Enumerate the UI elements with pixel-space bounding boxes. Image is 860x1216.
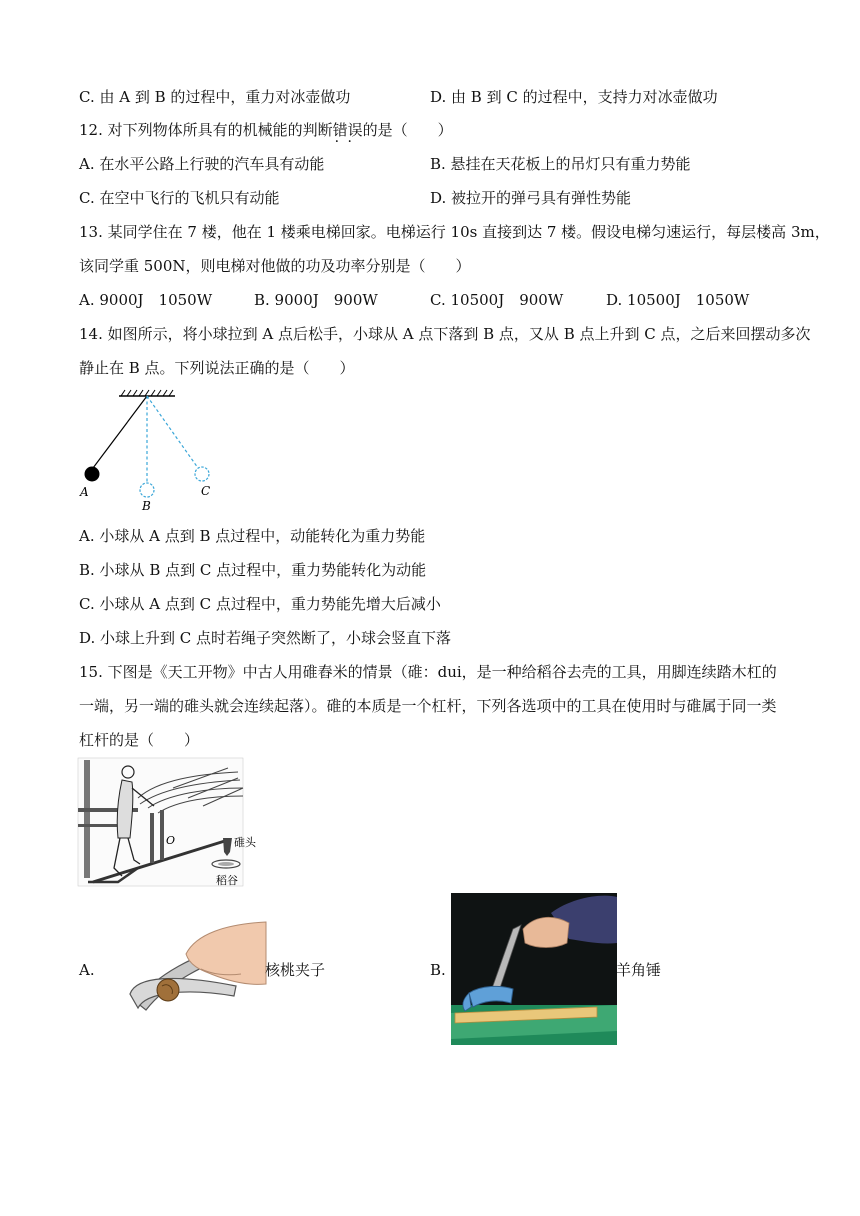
q12-stem-prefix: 12. 对下列物体所具有的机械能的判断 (79, 121, 333, 139)
q15-option-b-caption: 羊角锤 (616, 961, 662, 979)
label-grain: 稻谷 (216, 874, 238, 887)
q12-option-c: C. 在空中飞行的飞机只有动能 (79, 189, 280, 207)
q15-stem-line3: 杠杆的是（ ） (79, 731, 200, 749)
label-o: O (166, 834, 176, 847)
pendulum-string-c (147, 396, 198, 468)
ball-at-a (85, 467, 100, 482)
q11-option-c: C. 由 A 到 B 的过程中，重力对冰壶做功 (79, 88, 351, 106)
tiangong-kaiwu-illustration (78, 758, 258, 888)
q14-option-b: B. 小球从 B 点到 C 点过程中，重力势能转化为动能 (79, 561, 427, 579)
q13-option-d: D. 10500J 1050W (606, 291, 750, 309)
nutcracker-image (116, 914, 266, 1018)
q14-option-c: C. 小球从 A 点到 C 点过程中，重力势能先增大后减小 (79, 595, 441, 613)
ball-at-c (195, 467, 209, 481)
q12-stem-suffix: 的是（ ） (362, 121, 453, 139)
label-a: A (80, 485, 89, 499)
q12-stem (79, 120, 453, 140)
q13-option-b: B. 9000J 900W (254, 291, 378, 309)
ball-at-b (140, 483, 154, 497)
post (84, 760, 90, 878)
q14-option-d: D. 小球上升到 C 点时若绳子突然断了，小球会竖直下落 (79, 629, 452, 647)
q14-option-a: A. 小球从 A 点到 B 点过程中，动能转化为重力势能 (79, 527, 426, 545)
q12-stem-emphasis: 错误 · · (333, 121, 363, 139)
pendulum-figure (75, 388, 235, 513)
q13-option-c: C. 10500J 900W (430, 291, 564, 309)
pendulum-string-a (93, 396, 147, 468)
walnut (157, 979, 179, 1001)
label-c: C (201, 484, 211, 498)
q12-option-b: B. 悬挂在天花板上的吊灯只有重力势能 (430, 155, 691, 173)
q14-stem-line2: 静止在 B 点。下列说法正确的是（ ） (79, 359, 355, 377)
q15-stem-line2: 一端，另一端的碓头就会连续起落）。碓的本质是一个杠杆，下列各选项中的工具在使用时与碓属于同一类 (79, 697, 777, 715)
label-pestle-head: 碓头 (234, 836, 256, 849)
q11-option-d: D. 由 B 到 C 的过程中，支持力对冰壶做功 (430, 88, 718, 106)
q15-option-a-letter: A. (79, 961, 95, 979)
label-b: B (142, 499, 151, 513)
q15-option-b-letter: B. (430, 961, 446, 979)
ceiling-hatch (121, 390, 173, 396)
claw-hammer-image (451, 893, 617, 1045)
q15-option-a-caption: 核桃夹子 (265, 961, 326, 979)
q13-option-a: A. 9000J 1050W (79, 291, 213, 309)
q13-stem-line1: 13. 某同学住在 7 楼，他在 1 楼乘电梯回家。电梯运行 10s 直接到达 7 楼。假设电梯匀速运行，每层楼高 3m， (79, 223, 830, 241)
q12-option-a: A. 在水平公路上行驶的汽车具有动能 (79, 155, 325, 173)
q13-stem-line2: 该同学重 500N，则电梯对他做的功及功率分别是（ ） (79, 257, 471, 275)
q12-option-d: D. 被拉开的弹弓具有弹性势能 (430, 189, 632, 207)
q14-stem-line1: 14. 如图所示，将小球拉到 A 点后松手，小球从 A 点下落到 B 点，又从 B 点上升到 C 点，之后来回摆动多次 (79, 325, 811, 343)
q15-stem-line1: 15. 下图是《天工开物》中古人用碓舂米的情景（碓：dui，是一种给稻谷去壳的工具，用脚连续踏木杠的 (79, 663, 777, 681)
